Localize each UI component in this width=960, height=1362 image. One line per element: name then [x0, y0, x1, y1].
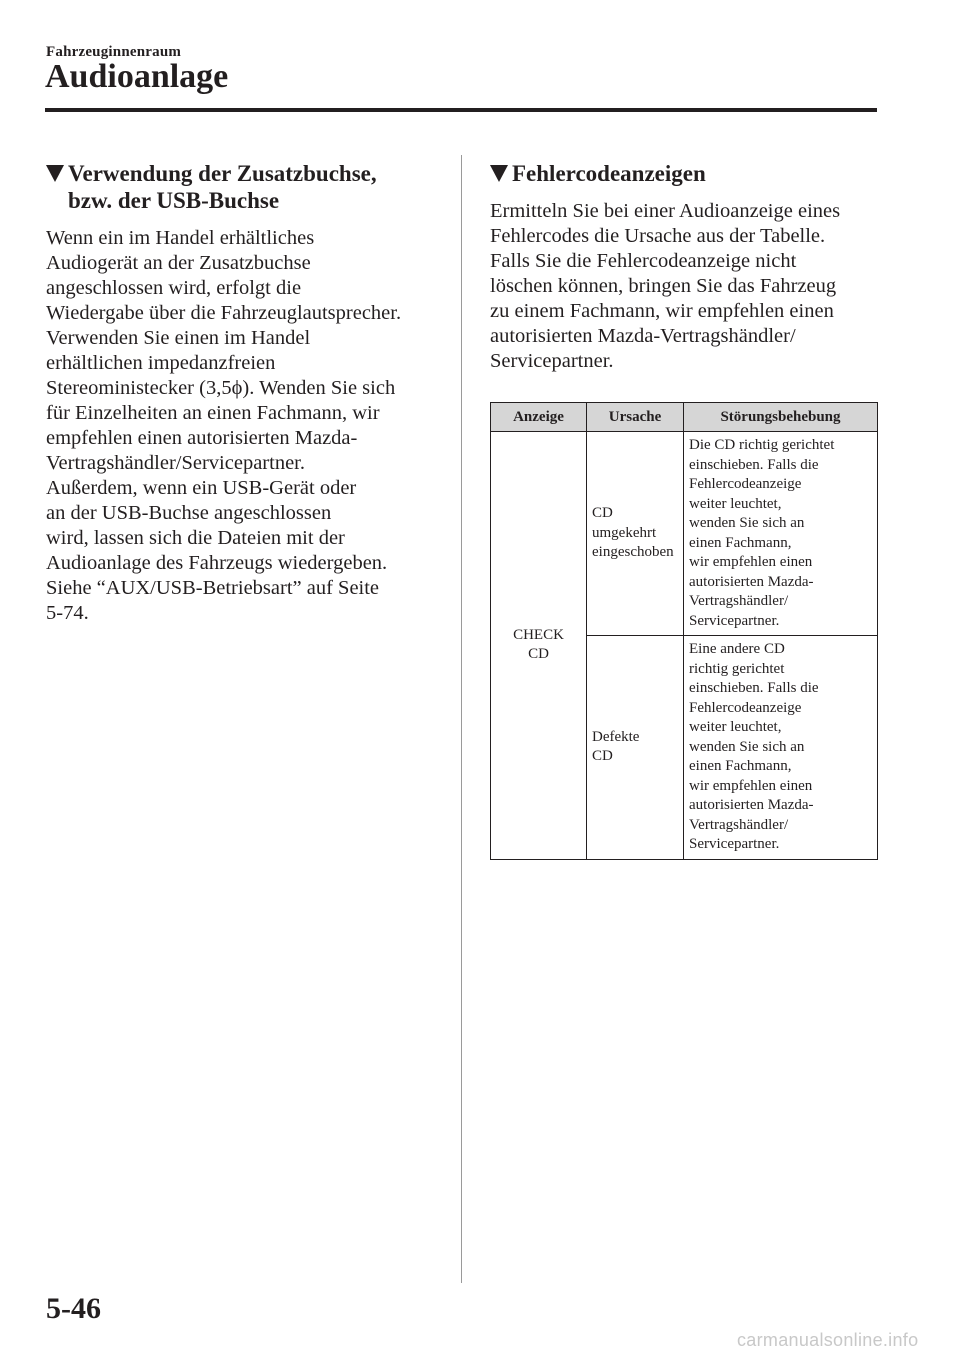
column-header-anzeige: Anzeige: [491, 403, 587, 432]
aux-usb-heading-row: [46, 160, 446, 214]
section-label: Fahrzeuginnenraum: [46, 44, 182, 60]
aux-usb-heading: Verwendung der Zusatzbuchse, bzw. der USB-Buchse: [68, 161, 377, 213]
page-number: 5-46: [46, 1292, 101, 1325]
table-header-row: [491, 403, 878, 432]
column-divider: [461, 155, 462, 1283]
right-column: [490, 160, 878, 374]
cause-cell: Defekte CD: [587, 636, 684, 860]
page-title: Audioanlage: [45, 58, 229, 95]
watermark-text: carmanualsonline.info: [737, 1330, 919, 1350]
left-column: [46, 160, 446, 626]
remedy-cell: Die CD richtig gerichtet einschieben. Falls die Fehlercodeanzeige weiter leuchtet, wenden Sie sich an einen Fachmann, wir empfehlen einen autorisierten Mazda- Vertragshändler/ Servicepartner.: [684, 432, 878, 636]
triangle-bullet-icon: [490, 165, 508, 182]
header-rule: [45, 108, 877, 112]
triangle-bullet-icon: [46, 165, 64, 182]
aux-usb-body: Wenn ein im Handel erhältliches Audiogerät an der Zusatzbuchse angeschlossen wird, erfolgt die Wiedergabe über die Fahrzeuglautsprecher. Verwenden Sie einen im Handel erhältlichen impedanzfreien Stereoministecker (3,5ϕ). Wenden Sie sich für Einzelheiten an einen Fachmann, wir empfehlen einen autorisierten Mazda- Vertragshändler/Servicepartner. Außerdem, wenn ein USB-Gerät oder an der USB-Buchse angeschlossen wird, lassen sich die Dateien mit der Audioanlage des Fahrzeugs wiedergeben. Siehe “AUX/USB-Betriebsart” auf Seite 5-74.: [46, 227, 402, 624]
error-codes-heading: Fehlercodeanzeigen: [512, 161, 706, 186]
column-header-stoerungsbehebung: Störungsbehebung: [684, 403, 878, 432]
remedy-cell: Eine andere CD richtig gerichtet einschieben. Falls die Fehlercodeanzeige weiter leuchtet, wenden Sie sich an einen Fachmann, wir empfehlen einen autorisierten Mazda- Vertragshändler/ Servicepartner.: [684, 636, 878, 860]
error-codes-heading-row: [490, 160, 878, 187]
anzeige-cell: CHECK CD: [491, 432, 587, 860]
error-codes-body: Ermitteln Sie bei einer Audioanzeige eines Fehlercodes die Ursache aus der Tabelle. Falls Sie die Fehlercodeanzeige nicht löschen können, bringen Sie das Fahrzeug zu einem Fachmann, wir empfehlen einen autorisierten Mazda-Vertragshändler/ Servicepartner.: [490, 200, 841, 372]
cause-cell: CD umgekehrt eingeschoben: [587, 432, 684, 636]
error-code-table: [490, 402, 878, 860]
table-row: [491, 432, 878, 636]
column-header-ursache: Ursache: [587, 403, 684, 432]
